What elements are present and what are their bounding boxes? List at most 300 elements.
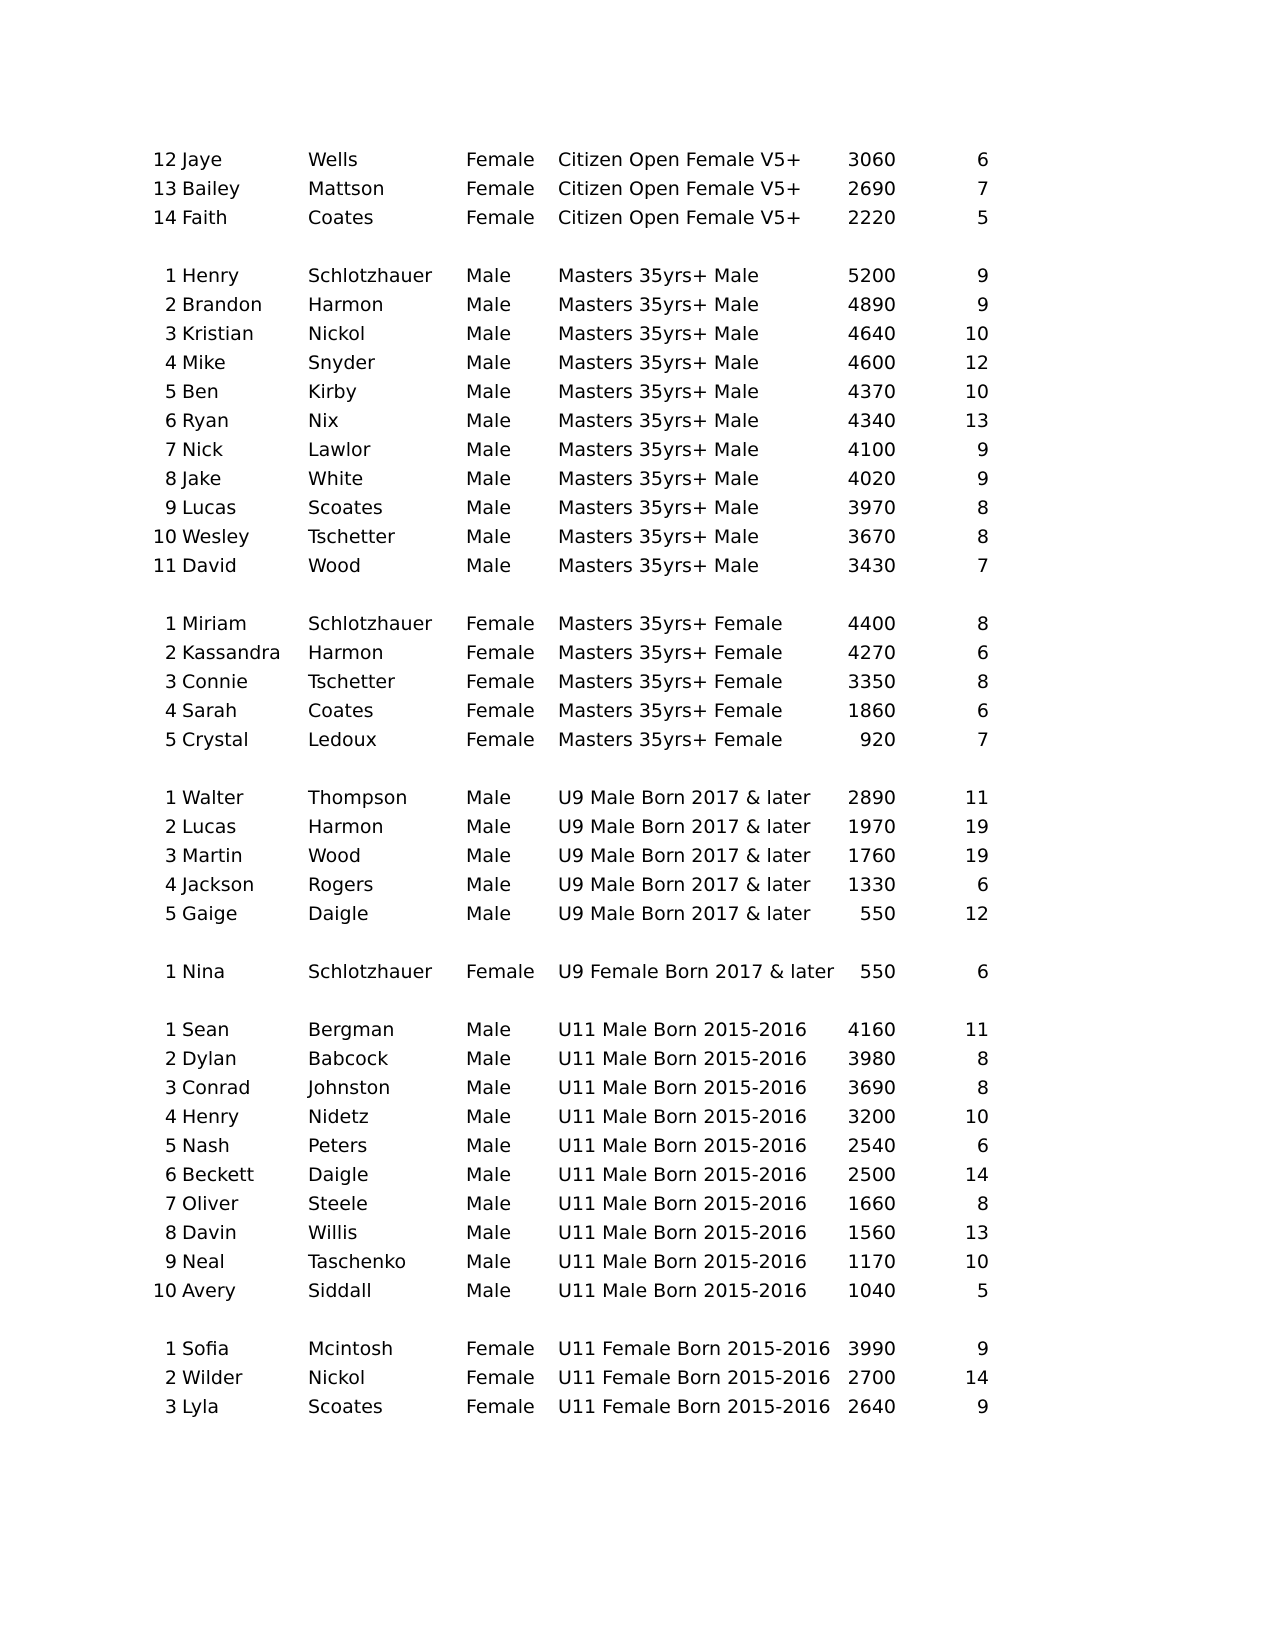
rank-cell: 12 [152, 149, 177, 171]
table-row [0, 349, 1275, 378]
gender-cell: Male [466, 787, 512, 809]
rank-cell: 6 [164, 410, 177, 432]
first-name-cell: Sofia [182, 1338, 230, 1360]
category-group [0, 958, 1275, 987]
table-row [0, 639, 1275, 668]
category-group [0, 1016, 1275, 1306]
table-row [0, 1248, 1275, 1277]
category-cell: Masters 35yrs+ Male [558, 526, 759, 548]
count-cell: 19 [964, 816, 989, 838]
category-cell: Masters 35yrs+ Male [558, 497, 759, 519]
count-cell: 9 [976, 265, 989, 287]
last-name-cell: Harmon [308, 642, 384, 664]
points-cell: 2220 [847, 207, 896, 229]
count-cell: 13 [964, 1222, 989, 1244]
table-row [0, 1016, 1275, 1045]
points-cell: 2540 [847, 1135, 896, 1157]
points-cell: 4100 [847, 439, 896, 461]
rank-cell: 9 [164, 1251, 177, 1273]
category-cell: U11 Male Born 2015-2016 [558, 1193, 807, 1215]
category-cell: Masters 35yrs+ Male [558, 265, 759, 287]
gender-cell: Male [466, 1077, 512, 1099]
first-name-cell: Jackson [182, 874, 255, 896]
first-name-cell: Gaige [182, 903, 238, 925]
first-name-cell: Miriam [182, 613, 247, 635]
last-name-cell: Lawlor [308, 439, 371, 461]
points-cell: 550 [859, 961, 896, 983]
gender-cell: Male [466, 1222, 512, 1244]
table-row [0, 175, 1275, 204]
rank-cell: 3 [164, 1396, 177, 1418]
gender-cell: Male [466, 1280, 512, 1302]
first-name-cell: Nick [182, 439, 223, 461]
table-row [0, 697, 1275, 726]
last-name-cell: Mcintosh [308, 1338, 394, 1360]
rank-cell: 2 [164, 1367, 177, 1389]
category-cell: Citizen Open Female V5+ [558, 149, 802, 171]
gender-cell: Male [466, 1193, 512, 1215]
points-cell: 1660 [847, 1193, 896, 1215]
category-cell: Masters 35yrs+ Female [558, 700, 783, 722]
category-cell: Masters 35yrs+ Female [558, 613, 783, 635]
last-name-cell: Daigle [308, 1164, 369, 1186]
category-cell: U11 Male Born 2015-2016 [558, 1048, 807, 1070]
first-name-cell: Beckett [182, 1164, 255, 1186]
table-row [0, 668, 1275, 697]
table-row [0, 958, 1275, 987]
count-cell: 9 [976, 439, 989, 461]
points-cell: 3990 [847, 1338, 896, 1360]
points-cell: 4640 [847, 323, 896, 345]
category-cell: U11 Male Born 2015-2016 [558, 1164, 807, 1186]
points-cell: 4270 [847, 642, 896, 664]
rank-cell: 1 [164, 1019, 177, 1041]
category-cell: Masters 35yrs+ Male [558, 352, 759, 374]
count-cell: 6 [976, 700, 989, 722]
gender-cell: Male [466, 555, 512, 577]
first-name-cell: Martin [182, 845, 243, 867]
rank-cell: 2 [164, 816, 177, 838]
category-group [0, 1335, 1275, 1422]
count-cell: 13 [964, 410, 989, 432]
table-row [0, 1277, 1275, 1306]
first-name-cell: Kristian [182, 323, 254, 345]
last-name-cell: White [308, 468, 364, 490]
gender-cell: Female [466, 700, 535, 722]
table-row [0, 262, 1275, 291]
last-name-cell: Johnston [308, 1077, 391, 1099]
last-name-cell: Thompson [308, 787, 408, 809]
category-cell: Masters 35yrs+ Female [558, 729, 783, 751]
rank-cell: 13 [152, 178, 177, 200]
last-name-cell: Scoates [308, 1396, 383, 1418]
count-cell: 8 [976, 497, 989, 519]
category-cell: Masters 35yrs+ Male [558, 439, 759, 461]
gender-cell: Female [466, 729, 535, 751]
gender-cell: Male [466, 497, 512, 519]
gender-cell: Male [466, 265, 512, 287]
count-cell: 12 [964, 903, 989, 925]
count-cell: 11 [964, 1019, 989, 1041]
gender-cell: Female [466, 149, 535, 171]
count-cell: 5 [976, 207, 989, 229]
category-cell: Masters 35yrs+ Male [558, 294, 759, 316]
rank-cell: 3 [164, 323, 177, 345]
last-name-cell: Harmon [308, 294, 384, 316]
table-row [0, 494, 1275, 523]
first-name-cell: Nash [182, 1135, 230, 1157]
points-cell: 4370 [847, 381, 896, 403]
table-row [0, 813, 1275, 842]
gender-cell: Male [466, 1048, 512, 1070]
points-cell: 920 [859, 729, 896, 751]
count-cell: 7 [976, 178, 989, 200]
points-cell: 1170 [847, 1251, 896, 1273]
gender-cell: Male [466, 410, 512, 432]
first-name-cell: Bailey [182, 178, 241, 200]
gender-cell: Male [466, 381, 512, 403]
last-name-cell: Harmon [308, 816, 384, 838]
category-group [0, 262, 1275, 581]
gender-cell: Female [466, 671, 535, 693]
points-cell: 2640 [847, 1396, 896, 1418]
category-cell: U11 Female Born 2015-2016 [558, 1338, 831, 1360]
last-name-cell: Coates [308, 700, 374, 722]
points-cell: 4340 [847, 410, 896, 432]
rank-cell: 7 [164, 1193, 177, 1215]
last-name-cell: Kirby [308, 381, 357, 403]
points-cell: 1040 [847, 1280, 896, 1302]
last-name-cell: Mattson [308, 178, 385, 200]
gender-cell: Female [466, 178, 535, 200]
first-name-cell: Kassandra [182, 642, 281, 664]
rank-cell: 10 [152, 526, 177, 548]
table-row [0, 204, 1275, 233]
table-row [0, 378, 1275, 407]
points-cell: 4600 [847, 352, 896, 374]
gender-cell: Male [466, 323, 512, 345]
table-row [0, 1132, 1275, 1161]
category-cell: U11 Female Born 2015-2016 [558, 1367, 831, 1389]
points-cell: 1860 [847, 700, 896, 722]
points-cell: 4020 [847, 468, 896, 490]
first-name-cell: Faith [182, 207, 228, 229]
last-name-cell: Nidetz [308, 1106, 369, 1128]
first-name-cell: Sean [182, 1019, 230, 1041]
table-row [0, 1335, 1275, 1364]
points-cell: 3980 [847, 1048, 896, 1070]
points-cell: 4160 [847, 1019, 896, 1041]
first-name-cell: Lucas [182, 816, 237, 838]
count-cell: 9 [976, 1396, 989, 1418]
count-cell: 14 [964, 1164, 989, 1186]
gender-cell: Female [466, 613, 535, 635]
last-name-cell: Peters [308, 1135, 368, 1157]
count-cell: 8 [976, 1077, 989, 1099]
rank-cell: 8 [164, 468, 177, 490]
gender-cell: Female [466, 207, 535, 229]
rank-cell: 10 [152, 1280, 177, 1302]
category-cell: Masters 35yrs+ Male [558, 381, 759, 403]
gender-cell: Male [466, 1164, 512, 1186]
first-name-cell: Lyla [182, 1396, 220, 1418]
table-row [0, 523, 1275, 552]
rank-cell: 1 [164, 1338, 177, 1360]
points-cell: 5200 [847, 265, 896, 287]
first-name-cell: Crystal [182, 729, 249, 751]
points-cell: 2500 [847, 1164, 896, 1186]
category-cell: Masters 35yrs+ Female [558, 671, 783, 693]
first-name-cell: Walter [182, 787, 244, 809]
count-cell: 12 [964, 352, 989, 374]
last-name-cell: Siddall [308, 1280, 372, 1302]
last-name-cell: Scoates [308, 497, 383, 519]
gender-cell: Male [466, 468, 512, 490]
category-cell: U11 Male Born 2015-2016 [558, 1106, 807, 1128]
gender-cell: Male [466, 1135, 512, 1157]
last-name-cell: Willis [308, 1222, 358, 1244]
count-cell: 9 [976, 468, 989, 490]
count-cell: 6 [976, 642, 989, 664]
rank-cell: 4 [164, 700, 177, 722]
last-name-cell: Daigle [308, 903, 369, 925]
first-name-cell: Connie [182, 671, 248, 693]
last-name-cell: Schlotzhauer [308, 961, 433, 983]
first-name-cell: Oliver [182, 1193, 239, 1215]
rank-cell: 3 [164, 671, 177, 693]
category-cell: U9 Male Born 2017 & later [558, 845, 811, 867]
first-name-cell: Dylan [182, 1048, 237, 1070]
rank-cell: 1 [164, 787, 177, 809]
rank-cell: 5 [164, 729, 177, 751]
gender-cell: Female [466, 1396, 535, 1418]
table-row [0, 610, 1275, 639]
category-cell: U11 Male Born 2015-2016 [558, 1251, 807, 1273]
gender-cell: Female [466, 1338, 535, 1360]
first-name-cell: Nina [182, 961, 226, 983]
category-cell: Masters 35yrs+ Male [558, 410, 759, 432]
points-cell: 1970 [847, 816, 896, 838]
count-cell: 8 [976, 1048, 989, 1070]
category-cell: Masters 35yrs+ Female [558, 642, 783, 664]
last-name-cell: Wells [308, 149, 358, 171]
rank-cell: 6 [164, 1164, 177, 1186]
count-cell: 6 [976, 1135, 989, 1157]
category-group [0, 784, 1275, 929]
gender-cell: Male [466, 294, 512, 316]
gender-cell: Male [466, 1019, 512, 1041]
points-cell: 3430 [847, 555, 896, 577]
first-name-cell: Henry [182, 265, 240, 287]
count-cell: 10 [964, 1106, 989, 1128]
rank-cell: 2 [164, 1048, 177, 1070]
gender-cell: Male [466, 903, 512, 925]
table-row [0, 1045, 1275, 1074]
last-name-cell: Schlotzhauer [308, 265, 433, 287]
first-name-cell: Davin [182, 1222, 237, 1244]
category-cell: U11 Male Born 2015-2016 [558, 1077, 807, 1099]
rank-cell: 7 [164, 439, 177, 461]
category-cell: U9 Male Born 2017 & later [558, 874, 811, 896]
table-row [0, 407, 1275, 436]
category-cell: U9 Male Born 2017 & later [558, 903, 811, 925]
count-cell: 9 [976, 1338, 989, 1360]
table-row [0, 842, 1275, 871]
count-cell: 8 [976, 1193, 989, 1215]
table-row [0, 1161, 1275, 1190]
rank-cell: 2 [164, 642, 177, 664]
first-name-cell: Wilder [182, 1367, 243, 1389]
rank-cell: 5 [164, 381, 177, 403]
category-cell: U11 Male Born 2015-2016 [558, 1222, 807, 1244]
first-name-cell: Lucas [182, 497, 237, 519]
category-cell: Masters 35yrs+ Male [558, 468, 759, 490]
gender-cell: Male [466, 1106, 512, 1128]
count-cell: 10 [964, 381, 989, 403]
first-name-cell: Avery [182, 1280, 236, 1302]
points-cell: 1760 [847, 845, 896, 867]
category-cell: Masters 35yrs+ Male [558, 555, 759, 577]
category-group [0, 146, 1275, 233]
points-cell: 4890 [847, 294, 896, 316]
gender-cell: Male [466, 526, 512, 548]
table-row [0, 1393, 1275, 1422]
points-cell: 2890 [847, 787, 896, 809]
points-cell: 3670 [847, 526, 896, 548]
table-row [0, 1219, 1275, 1248]
last-name-cell: Nickol [308, 1367, 366, 1389]
points-cell: 3690 [847, 1077, 896, 1099]
last-name-cell: Nix [308, 410, 339, 432]
last-name-cell: Snyder [308, 352, 375, 374]
last-name-cell: Tschetter [308, 671, 395, 693]
gender-cell: Male [466, 352, 512, 374]
first-name-cell: Jaye [182, 149, 223, 171]
first-name-cell: Brandon [182, 294, 263, 316]
category-cell: Citizen Open Female V5+ [558, 178, 802, 200]
first-name-cell: Wesley [182, 526, 250, 548]
gender-cell: Female [466, 1367, 535, 1389]
count-cell: 11 [964, 787, 989, 809]
table-row [0, 320, 1275, 349]
table-row [0, 1364, 1275, 1393]
table-row [0, 1103, 1275, 1132]
rank-cell: 1 [164, 613, 177, 635]
first-name-cell: Jake [182, 468, 222, 490]
points-cell: 550 [859, 903, 896, 925]
category-group [0, 610, 1275, 755]
first-name-cell: Neal [182, 1251, 225, 1273]
table-row [0, 871, 1275, 900]
last-name-cell: Taschenko [308, 1251, 407, 1273]
last-name-cell: Nickol [308, 323, 366, 345]
points-cell: 4400 [847, 613, 896, 635]
points-cell: 3350 [847, 671, 896, 693]
last-name-cell: Tschetter [308, 526, 395, 548]
category-cell: U11 Female Born 2015-2016 [558, 1396, 831, 1418]
table-row [0, 552, 1275, 581]
last-name-cell: Ledoux [308, 729, 377, 751]
first-name-cell: Mike [182, 352, 226, 374]
last-name-cell: Wood [308, 555, 361, 577]
gender-cell: Male [466, 874, 512, 896]
gender-cell: Male [466, 1251, 512, 1273]
first-name-cell: Ben [182, 381, 219, 403]
rank-cell: 5 [164, 1135, 177, 1157]
table-row [0, 726, 1275, 755]
count-cell: 7 [976, 555, 989, 577]
count-cell: 8 [976, 526, 989, 548]
rank-cell: 4 [164, 874, 177, 896]
results-sheet [0, 146, 1275, 1451]
rank-cell: 9 [164, 497, 177, 519]
first-name-cell: Conrad [182, 1077, 251, 1099]
points-cell: 1330 [847, 874, 896, 896]
count-cell: 10 [964, 323, 989, 345]
table-row [0, 1074, 1275, 1103]
rank-cell: 3 [164, 845, 177, 867]
last-name-cell: Rogers [308, 874, 374, 896]
rank-cell: 1 [164, 961, 177, 983]
table-row [0, 291, 1275, 320]
category-cell: U11 Male Born 2015-2016 [558, 1135, 807, 1157]
table-row [0, 784, 1275, 813]
table-row [0, 436, 1275, 465]
rank-cell: 1 [164, 265, 177, 287]
first-name-cell: Ryan [182, 410, 230, 432]
count-cell: 5 [976, 1280, 989, 1302]
category-cell: U9 Male Born 2017 & later [558, 816, 811, 838]
rank-cell: 4 [164, 352, 177, 374]
rank-cell: 8 [164, 1222, 177, 1244]
last-name-cell: Steele [308, 1193, 368, 1215]
category-cell: U9 Female Born 2017 & later [558, 961, 835, 983]
points-cell: 3060 [847, 149, 896, 171]
count-cell: 10 [964, 1251, 989, 1273]
category-cell: U9 Male Born 2017 & later [558, 787, 811, 809]
first-name-cell: Sarah [182, 700, 238, 722]
points-cell: 3970 [847, 497, 896, 519]
table-row [0, 900, 1275, 929]
first-name-cell: Henry [182, 1106, 240, 1128]
last-name-cell: Babcock [308, 1048, 389, 1070]
count-cell: 8 [976, 671, 989, 693]
gender-cell: Male [466, 816, 512, 838]
count-cell: 6 [976, 874, 989, 896]
table-row [0, 146, 1275, 175]
gender-cell: Male [466, 439, 512, 461]
points-cell: 3200 [847, 1106, 896, 1128]
count-cell: 9 [976, 294, 989, 316]
rank-cell: 3 [164, 1077, 177, 1099]
count-cell: 8 [976, 613, 989, 635]
points-cell: 2690 [847, 178, 896, 200]
count-cell: 19 [964, 845, 989, 867]
rank-cell: 5 [164, 903, 177, 925]
last-name-cell: Bergman [308, 1019, 395, 1041]
last-name-cell: Wood [308, 845, 361, 867]
count-cell: 6 [976, 961, 989, 983]
last-name-cell: Schlotzhauer [308, 613, 433, 635]
last-name-cell: Coates [308, 207, 374, 229]
category-cell: Citizen Open Female V5+ [558, 207, 802, 229]
gender-cell: Female [466, 642, 535, 664]
table-row [0, 1190, 1275, 1219]
points-cell: 1560 [847, 1222, 896, 1244]
count-cell: 7 [976, 729, 989, 751]
rank-cell: 2 [164, 294, 177, 316]
gender-cell: Male [466, 845, 512, 867]
